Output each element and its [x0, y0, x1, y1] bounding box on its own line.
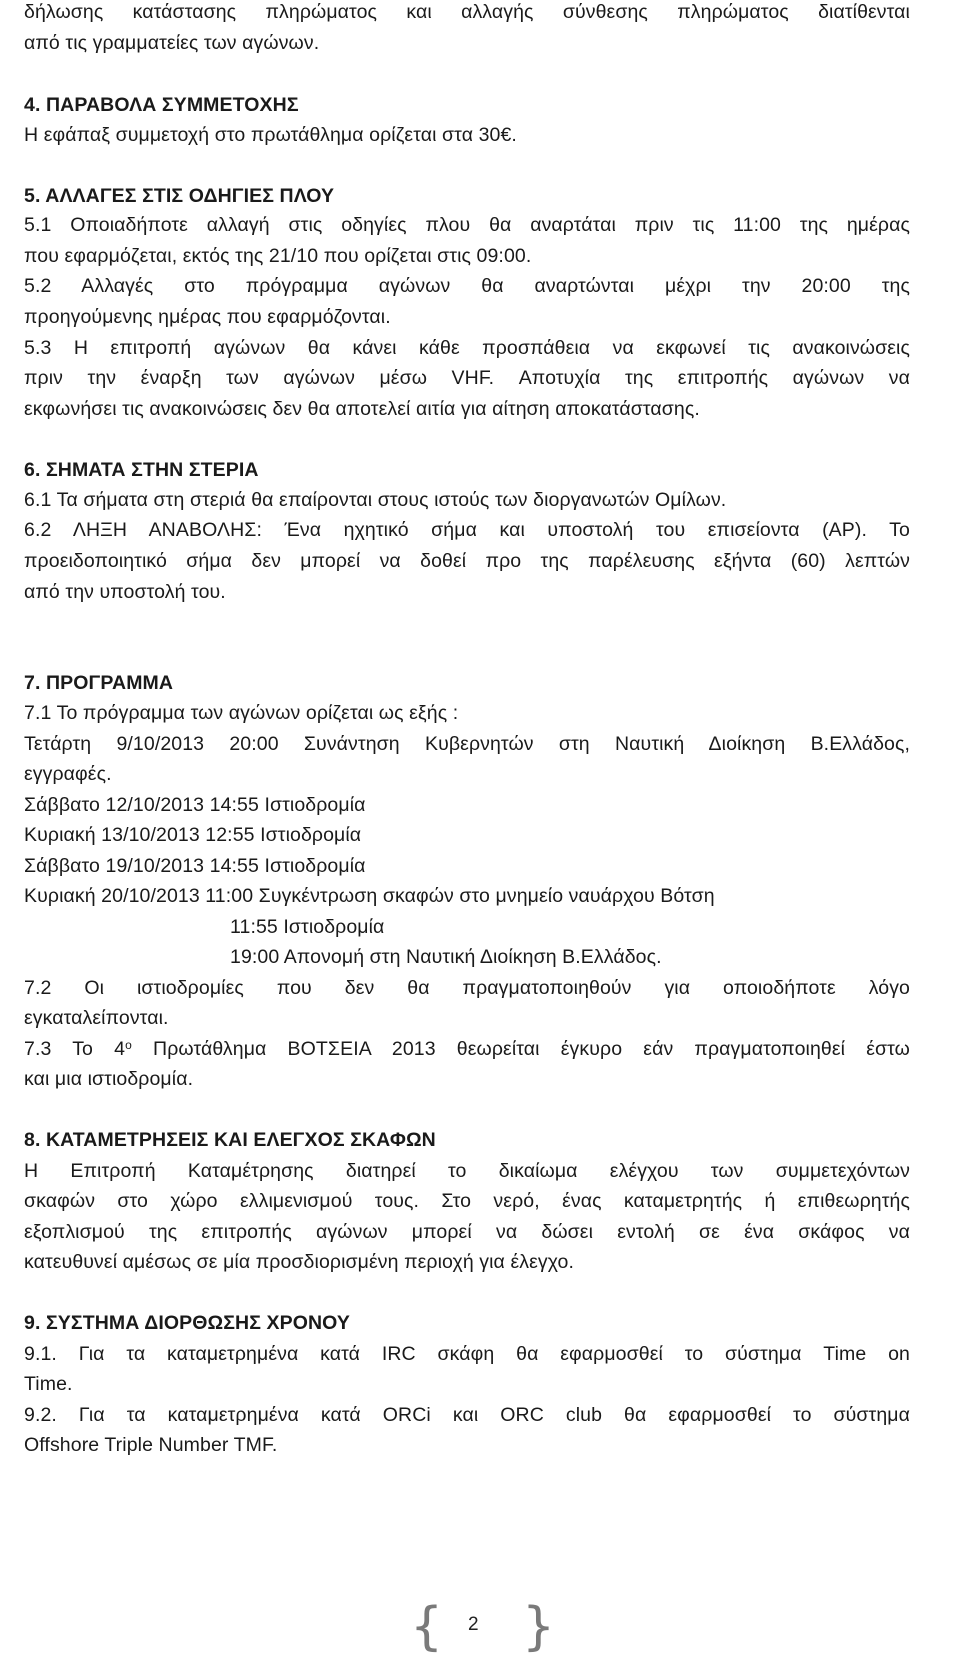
text-fragment: 7.3 Το 4	[24, 1038, 126, 1060]
text-line: εκφωνήσει τις ανακοινώσεις δεν θα αποτελεί αιτία για αίτηση αποκατάστασης.	[24, 398, 700, 420]
text-line: 6.2 ΛΗΞΗ ΑΝΑΒΟΛΗΣ: Ένα ηχητικό σήμα και υποστολή του επισείοντα (ΑΡ). Το	[24, 519, 910, 541]
text-line: Η εφάπαξ συμμετοχή στο πρωτάθλημα ορίζεται στα 30€.	[24, 124, 517, 146]
section-heading-4: 4. ΠΑΡΑΒΟΛΑ ΣΥΜΜΕΤΟΧΗΣ	[24, 94, 299, 116]
schedule-line: 19:00 Απονομή στη Ναυτική Διοίκηση Β.Ελλάδος.	[230, 946, 662, 968]
text-line: 6.1 Τα σήματα στη στεριά θα επαίρονται στους ιστούς των διοργανωτών Ομίλων.	[24, 489, 727, 511]
schedule-line: Κυριακή 20/10/2013 11:00 Συγκέντρωση σκαφών στο μνημείο ναυάρχου Βότση	[24, 885, 715, 907]
text-line: σκαφών στο χώρο ελλιμενισμού τους. Στο νερό, ένας καταμετρητής ή επιθεωρητής	[24, 1190, 910, 1212]
text-line: και μια ιστιοδρομία.	[24, 1068, 194, 1090]
text-line: 5.3 Η επιτροπή αγώνων θα κάνει κάθε προσπάθεια να εκφωνεί τις ανακοινώσεις	[24, 337, 910, 359]
text-line: Time.	[24, 1373, 73, 1395]
text-line: που εφαρμόζεται, εκτός της 21/10 που ορίζεται στις 09:00.	[24, 245, 532, 267]
section-heading-9: 9. ΣΥΣΤΗΜΑ ΔΙΟΡΘΩΣΗΣ ΧΡΟΝΟΥ	[24, 1312, 351, 1334]
text-line: εγκαταλείπονται.	[24, 1007, 169, 1029]
text-line: από τις γραμματείες των αγώνων.	[24, 32, 320, 54]
text-line: 9.1. Για τα καταμετρημένα κατά IRC σκάφη θα εφαρμοσθεί το σύστημα Time on	[24, 1343, 910, 1365]
schedule-line: Σάββατο 19/10/2013 14:55 Ιστιοδρομία	[24, 855, 366, 877]
page-number: 2	[468, 1614, 479, 1635]
section-heading-8: 8. ΚΑΤΑΜΕΤΡΗΣΕΙΣ ΚΑΙ ΕΛΕΓΧΟΣ ΣΚΑΦΩΝ	[24, 1129, 436, 1151]
text-line: κατευθυνεί αμέσως σε μία προσδιορισμένη περιοχή για έλεγχο.	[24, 1251, 575, 1273]
text-line: δήλωσης κατάστασης πληρώματος και αλλαγής σύνθεσης πληρώματος διατίθενται	[24, 1, 910, 23]
schedule-line: Σάββατο 12/10/2013 14:55 Ιστιοδρομία	[24, 794, 366, 816]
text-line: πριν την έναρξη των αγώνων μέσω VHF. Αποτυχία της επιτροπής αγώνων να	[24, 367, 910, 389]
section-heading-7: 7. ΠΡΟΓΡΑΜΜΑ	[24, 672, 174, 694]
section-heading-5: 5. ΑΛΛΑΓΕΣ ΣΤΙΣ ΟΔΗΓΙΕΣ ΠΛΟΥ	[24, 185, 335, 207]
text-line: 5.2 Αλλαγές στο πρόγραμμα αγώνων θα αναρτώνται μέχρι την 20:00 της	[24, 275, 910, 297]
text-line: από την υποστολή του.	[24, 581, 226, 603]
text-line: 9.2. Για τα καταμετρημένα κατά ORCi και ORC club θα εφαρμοσθεί το σύστημα	[24, 1404, 910, 1426]
superscript: ο	[125, 1038, 132, 1052]
text-line: προειδοποιητικό σήμα δεν μπορεί να δοθεί προ της παρέλευσης εξήντα (60) λεπτών	[24, 550, 910, 572]
left-brace-ornament: {	[410, 1597, 444, 1657]
text-line: προηγούμενης ημέρας που εφαρμόζονται.	[24, 306, 391, 328]
text-line	[24, 1036, 910, 1062]
text-line: 5.1 Οποιαδήποτε αλλαγή στις οδηγίες πλου θα αναρτάται πριν τις 11:00 της ημέρας	[24, 214, 910, 236]
text-line: 7.2 Οι ιστιοδρομίες που δεν θα πραγματοποιηθούν για οποιοδήποτε λόγο	[24, 977, 910, 999]
text-fragment: Πρωτάθλημα ΒΟΤΣΕΙΑ 2013 θεωρείται έγκυρο εάν πραγματοποιηθεί έστω	[153, 1038, 910, 1060]
right-brace-ornament: }	[522, 1597, 556, 1657]
text-line: 7.1 Το πρόγραμμα των αγώνων ορίζεται ως εξής :	[24, 702, 459, 724]
page-footer	[0, 1597, 960, 1657]
text-line: εγγραφές.	[24, 763, 112, 785]
section-heading-6: 6. ΣΗΜΑΤΑ ΣΤΗΝ ΣΤΕΡΙΑ	[24, 459, 259, 481]
text-line: Η Επιτροπή Καταμέτρησης διατηρεί το δικαίωμα ελέγχου των συμμετεχόντων	[24, 1160, 910, 1182]
text-line: Τετάρτη 9/10/2013 20:00 Συνάντηση Κυβερνητών στη Ναυτική Διοίκηση Β.Ελλάδος,	[24, 733, 910, 755]
schedule-line: Κυριακή 13/10/2013 12:55 Ιστιοδρομία	[24, 824, 362, 846]
text-line: Offshore Triple Number TMF.	[24, 1434, 278, 1456]
schedule-line: 11:55 Ιστιοδρομία	[230, 916, 385, 938]
text-line: εξοπλισμού της επιτροπής αγώνων μπορεί να δώσει εντολή σε ένα σκάφος να	[24, 1221, 910, 1243]
